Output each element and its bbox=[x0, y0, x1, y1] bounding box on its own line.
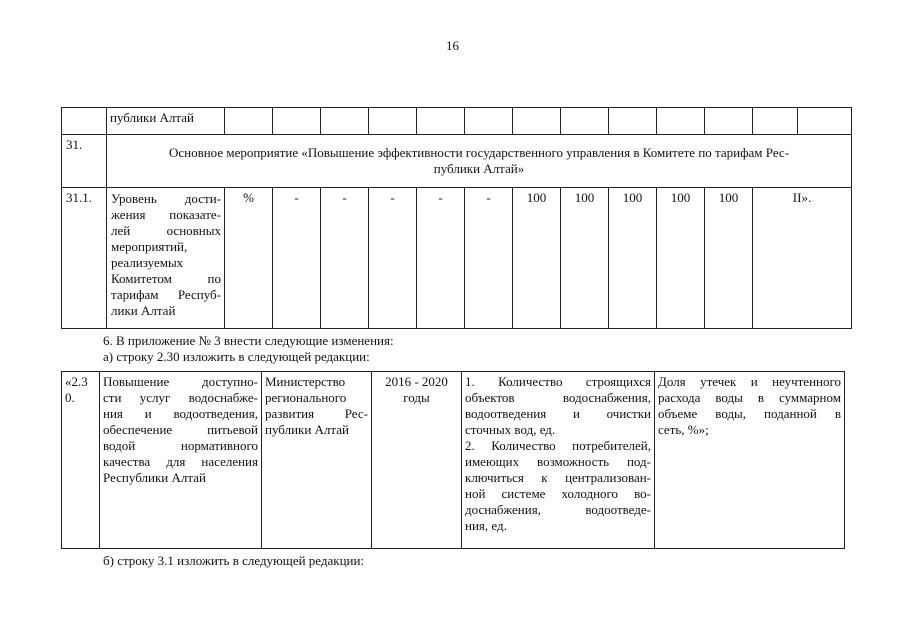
table-cell bbox=[753, 108, 798, 135]
program-indicators-table bbox=[61, 107, 852, 329]
text-line: лей основных bbox=[111, 223, 221, 238]
text-line: качества для населения bbox=[103, 454, 258, 469]
table-row bbox=[62, 372, 845, 549]
text-line: обеспечение питьевой bbox=[103, 422, 258, 437]
executor bbox=[262, 372, 372, 549]
row-number: 31.1. bbox=[62, 188, 107, 329]
text-line: тарифам Респуб- bbox=[111, 287, 221, 302]
text-line: объеме воды, поданной в bbox=[658, 406, 841, 421]
table-cell bbox=[609, 108, 657, 135]
value-cell: 100 bbox=[657, 188, 705, 329]
text-line: 0. bbox=[65, 390, 75, 405]
measure-name bbox=[100, 372, 262, 549]
row-number: 31. bbox=[62, 135, 107, 188]
text-line: сеть, %»; bbox=[658, 422, 709, 437]
row-number-lines bbox=[65, 374, 96, 406]
text-line: «2.3 bbox=[65, 374, 88, 389]
text-line: Повышение доступно- bbox=[103, 374, 258, 389]
table-cell bbox=[561, 108, 609, 135]
value-cell: 100 bbox=[561, 188, 609, 329]
implementation-period: 2016 - 2020 годы bbox=[372, 372, 462, 549]
table-cell bbox=[657, 108, 705, 135]
text-line: ния, ед. bbox=[465, 518, 507, 533]
table-cell bbox=[369, 108, 417, 135]
main-activity-title bbox=[107, 135, 852, 188]
text-line: регионального bbox=[265, 390, 347, 405]
table-cell bbox=[417, 108, 465, 135]
row-number bbox=[62, 372, 100, 549]
table-cell bbox=[798, 108, 852, 135]
text-line: жения показате- bbox=[111, 207, 221, 222]
text-line: расхода воды в суммарном bbox=[658, 390, 841, 405]
text-line: реализуемых bbox=[111, 255, 184, 270]
indicators-lines bbox=[465, 374, 651, 534]
executor-lines bbox=[265, 374, 368, 438]
value-cell: - bbox=[417, 188, 465, 329]
measures-table bbox=[61, 371, 845, 549]
table-row bbox=[62, 188, 852, 329]
value-cell: 100 bbox=[513, 188, 561, 329]
text-line: 1. Количество строящихся bbox=[465, 374, 651, 389]
value-cell: II». bbox=[753, 188, 852, 329]
value-cell: 100 bbox=[705, 188, 753, 329]
table-row bbox=[62, 108, 852, 135]
text-line: Комитетом по bbox=[111, 271, 221, 286]
table-row bbox=[62, 135, 852, 188]
page-number: 16 bbox=[446, 38, 459, 53]
paragraph-6b: б) строку 3.1 изложить в следующей редакции: bbox=[103, 553, 365, 568]
text-line: 2. Количество потребителей, bbox=[465, 438, 651, 453]
text-line: сточных вод, ед. bbox=[465, 422, 556, 437]
text-line: водоотведения и очистки bbox=[465, 406, 651, 421]
text-line: водой нормативного bbox=[103, 438, 258, 453]
row-label: публики Алтай bbox=[107, 108, 225, 135]
text-line: ной системе холодного во- bbox=[465, 486, 651, 501]
expected-result-lines bbox=[658, 374, 841, 438]
text-line: ключиться к централизован- bbox=[465, 470, 651, 485]
text-line: Министерство bbox=[265, 374, 346, 389]
text-line: Доля утечек и неучтенного bbox=[658, 374, 841, 389]
value-cell: - bbox=[321, 188, 369, 329]
table-cell bbox=[273, 108, 321, 135]
paragraph-6: 6. В приложение № 3 внести следующие изменения: bbox=[103, 333, 394, 348]
text-line: мероприятий, bbox=[111, 239, 188, 254]
text-line: сти услуг водоснабже- bbox=[103, 390, 258, 405]
value-cell: - bbox=[273, 188, 321, 329]
text-line: Республики Алтай bbox=[103, 470, 206, 485]
table-cell bbox=[513, 108, 561, 135]
value-cell: 100 bbox=[609, 188, 657, 329]
indicators bbox=[462, 372, 655, 549]
value-cell: - bbox=[465, 188, 513, 329]
text-line: имеющих возможность под- bbox=[465, 454, 651, 469]
table-cell bbox=[705, 108, 753, 135]
paragraph-6a: а) строку 2.30 изложить в следующей редакции: bbox=[103, 349, 370, 364]
text-line: публики Алтай bbox=[265, 422, 349, 437]
text-line: лики Алтай bbox=[111, 303, 176, 318]
value-cell: - bbox=[369, 188, 417, 329]
unit-cell: % bbox=[225, 188, 273, 329]
main-activity-title-line: публики Алтай» bbox=[433, 161, 525, 176]
text-line: доснабжения, водоотведе- bbox=[465, 502, 651, 517]
table-cell bbox=[225, 108, 273, 135]
indicator-name-lines bbox=[111, 191, 221, 319]
table-cell bbox=[62, 108, 107, 135]
text-line: Уровень дости- bbox=[111, 191, 221, 206]
expected-result bbox=[655, 372, 845, 549]
table-cell bbox=[321, 108, 369, 135]
text-line: развития Рес- bbox=[265, 406, 368, 421]
indicator-name bbox=[107, 188, 225, 329]
text-line: ния и водоотведения, bbox=[103, 406, 258, 421]
main-activity-title-line: Основное мероприятие «Повышение эффективности государственного управления в Комитете по тарифам Рес- bbox=[168, 145, 790, 160]
measure-name-lines bbox=[103, 374, 258, 486]
text-line: объектов водоснабжения, bbox=[465, 390, 651, 405]
table-cell bbox=[465, 108, 513, 135]
